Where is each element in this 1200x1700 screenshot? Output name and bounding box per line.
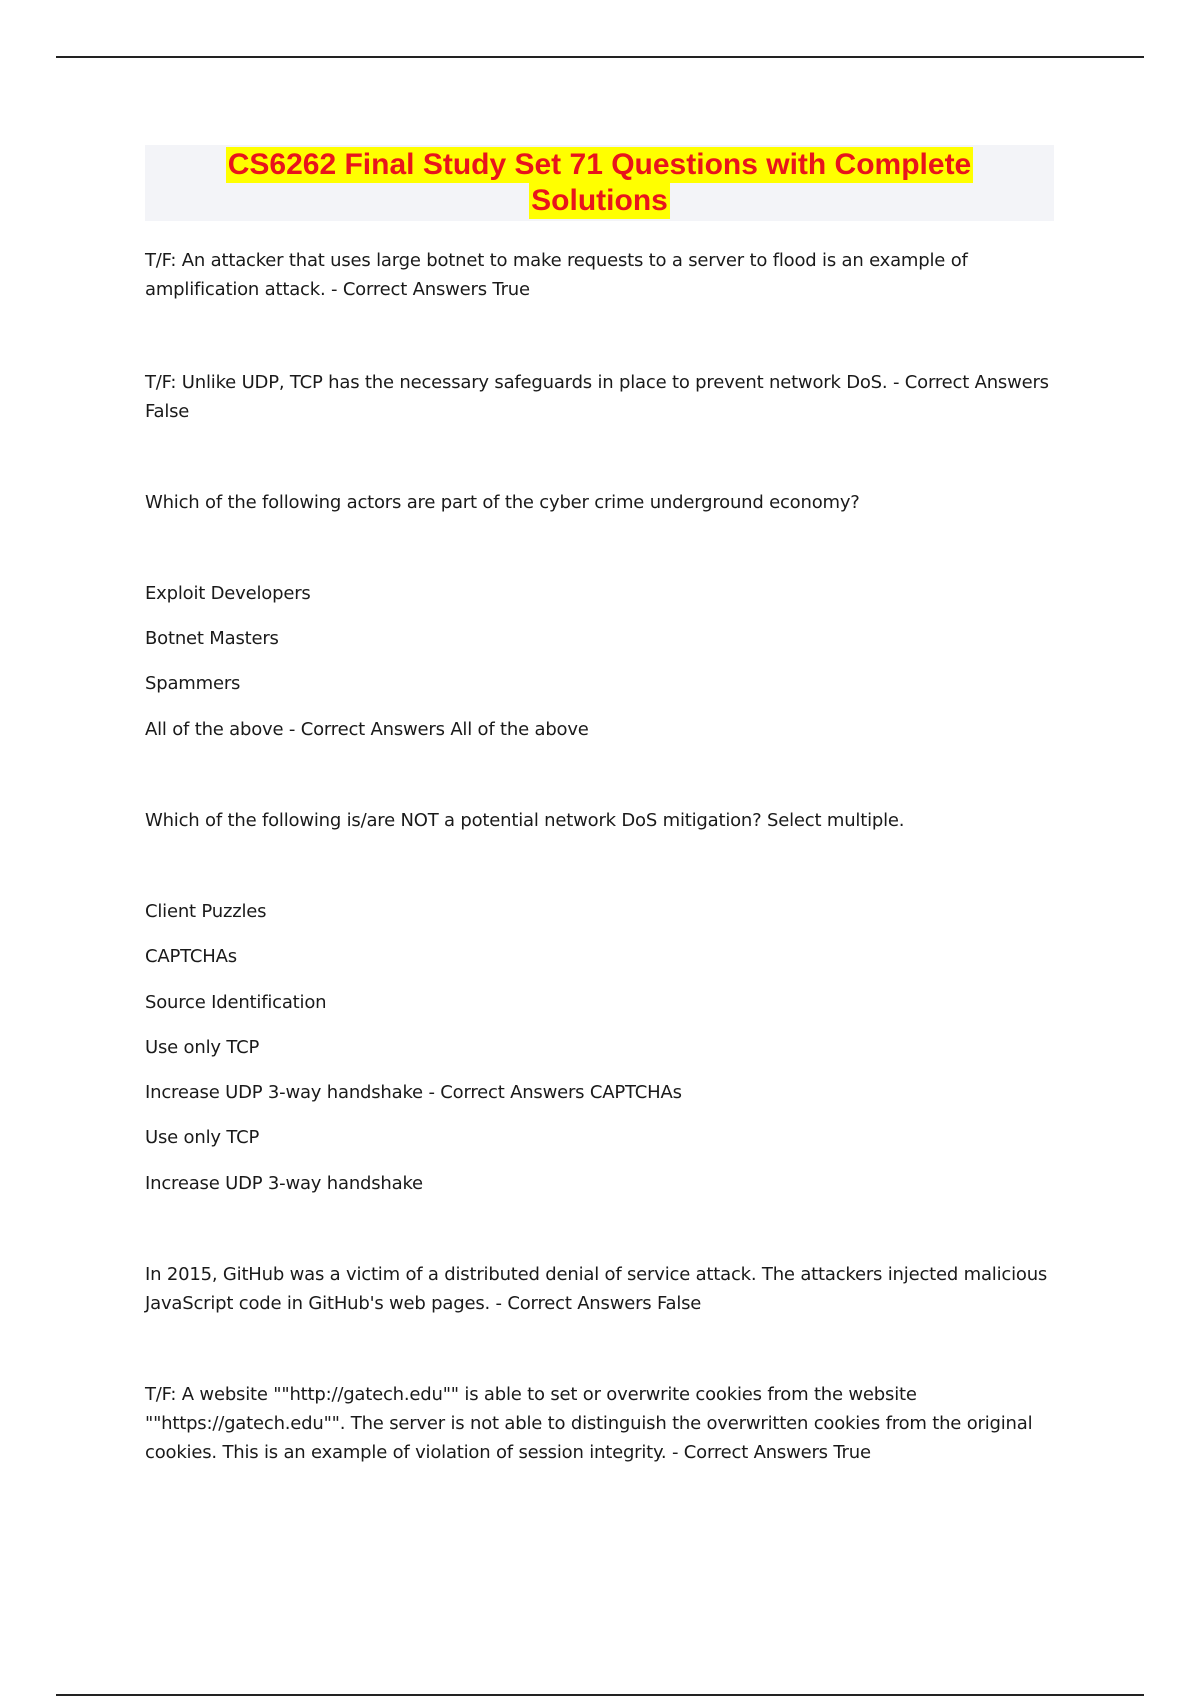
bottom-divider xyxy=(56,1694,1144,1696)
document-title-banner xyxy=(145,145,1054,221)
option-text: Source Identification xyxy=(145,992,327,1013)
question-3: Which of the following actors are part of the cyber crime underground economy? xyxy=(145,492,860,513)
option-text: Exploit Developers xyxy=(145,583,311,604)
question-5: In 2015, GitHub was a victim of a distributed denial of service attack. The attackers injected malicious JavaScript code in GitHub's web pages. - Correct Answers False xyxy=(145,1264,1048,1314)
option-text: CAPTCHAs xyxy=(145,946,237,967)
answer-text: All of the above - Correct Answers All of the above xyxy=(145,719,589,740)
question-1: T/F: An attacker that uses large botnet to make requests to a server to flood is an example of amplification attack. - Correct Answers True xyxy=(145,250,968,300)
option-text: Increase UDP 3-way handshake xyxy=(145,1173,423,1194)
top-divider xyxy=(56,56,1144,58)
answer-text: Increase UDP 3-way handshake - Correct Answers CAPTCHAs xyxy=(145,1082,682,1103)
question-4: Which of the following is/are NOT a potential network DoS mitigation? Select multiple. xyxy=(145,810,905,831)
document-title-line-2: Solutions xyxy=(531,184,668,217)
document-title-line-1: CS6262 Final Study Set 71 Questions with Complete xyxy=(227,148,972,181)
option-text: Client Puzzles xyxy=(145,901,267,922)
question-6: T/F: A website ""http://gatech.edu"" is able to set or overwrite cookies from the website ""https://gatech.edu"". The server is not able to distinguish the overwritten cookies from the original cookies. This is an example of violation of session integrity. - Correct Answers True xyxy=(145,1384,1033,1463)
option-text: Use only TCP xyxy=(145,1127,260,1148)
option-text: Botnet Masters xyxy=(145,628,279,649)
question-2: T/F: Unlike UDP, TCP has the necessary safeguards in place to prevent network DoS. - Correct Answers False xyxy=(145,372,1049,422)
option-text: Spammers xyxy=(145,673,241,694)
option-text: Use only TCP xyxy=(145,1037,260,1058)
